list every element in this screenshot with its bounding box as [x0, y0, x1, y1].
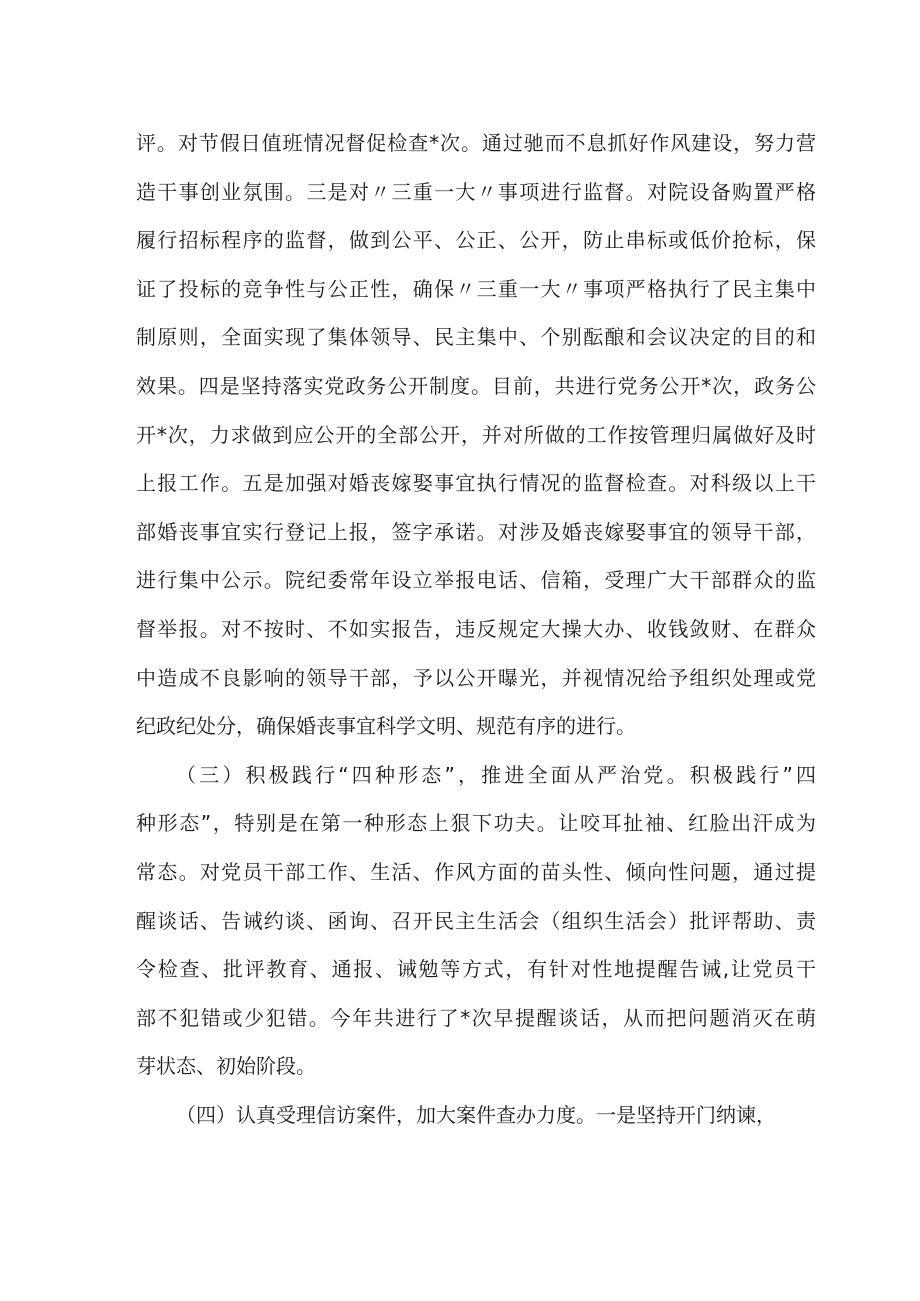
text-line: 制原则，全面实现了集体领导、民主集中、个别酝酿和会议决定的目的和: [136, 325, 816, 350]
text-line: 种形态”，特别是在第一种形态上狠下功夫。让咬耳扯袖、红脸出汗成为: [136, 811, 816, 836]
text-line: 上报工作。五是加强对婚丧嫁娶事宜执行情况的监督检查。对科级以上干: [136, 471, 816, 496]
text-line: 纪政纪处分，确保婚丧事宜科学文明、规范有序的进行。: [136, 714, 636, 739]
paragraph-p1: [136, 119, 816, 751]
text-line: 履行招标程序的监督，做到公平、公正、公开，防止串标或低价抢标，保: [136, 228, 816, 253]
text-line: 中造成不良影响的领导干部，予以公开曝光，并视情况给予组织处理或党: [136, 665, 816, 690]
text-line: 造干事创业氛围。三是对〃三重一大〃事项进行监督。对院设备购置严格: [136, 179, 816, 204]
text-line: 醒谈话、告诫约谈、函询、召开民主生活会（组织生活会）批评帮助、责: [136, 908, 816, 933]
text-line: 部不犯错或少犯错。今年共进行了*次早提醒谈话，从而把问题消灭在萌: [136, 1005, 816, 1030]
text-line: 证了投标的竞争性与公正性，确保〃三重一大〃事项严格执行了民主集中: [136, 276, 816, 301]
text-line: 开*次，力求做到应公开的全部公开，并对所做的工作按管理归属做好及时: [136, 422, 816, 447]
paragraph-p3: [136, 1091, 816, 1140]
text-line: 芽状态、初始阶段。: [136, 1054, 316, 1079]
paragraph-p2: [136, 751, 816, 1091]
text-line: 部婚丧事宜实行登记上报，签字承诺。对涉及婚丧嫁娶事宜的领导干部，: [136, 519, 816, 544]
text-line: 进行集中公示。院纪委常年设立举报电话、信箱，受理广大干部群众的监: [136, 568, 816, 593]
text-line: 常态。对党员干部工作、生活、作风方面的苗头性、倾向性问题，通过提: [136, 859, 816, 884]
text-line: 评。对节假日值班情况督促检查*次。通过驰而不息抓好作风建设，努力营: [136, 131, 816, 155]
document-body: [136, 119, 816, 1139]
text-line: （三）积极践行“四种形态”，推进全面从严治党。积极践行”四: [176, 762, 816, 787]
text-line: 令检查、批评教育、通报、诫勉等方式，有针对性地提醒告诫,让党员干: [136, 957, 816, 982]
text-line: 效果。四是坚持落实党政务公开制度。目前，共进行党务公开*次，政务公: [136, 373, 816, 398]
text-line: （四）认真受理信访案件，加大案件查办力度。一是坚持开门纳谏，: [176, 1102, 776, 1127]
text-line: 督举报。对不按时、不如实报告，违反规定大操大办、收钱敛财、在群众: [136, 616, 816, 641]
